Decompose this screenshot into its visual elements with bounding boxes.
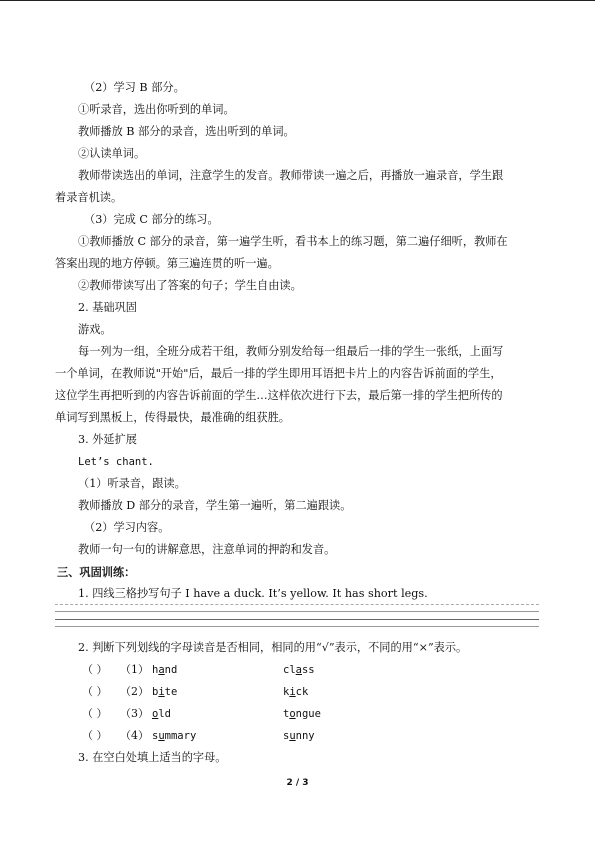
text-line: 3. 外延扩展 [78, 433, 137, 446]
text-line: 教师带读选出的单词，注意学生的发音。教师带读一遍之后，再播放一遍录音，学生跟 [78, 169, 504, 182]
text-line: ①听录音，选出你听到的单词。 [78, 103, 235, 116]
text-line: 教师播放 D 部分的录音，学生第一遍听，第二遍跟读。 [78, 499, 352, 512]
header-rule [0, 0, 595, 1]
answer-bracket[interactable]: （ ） [82, 685, 108, 698]
text-line: ②教师带读写出了答案的句子；学生自由读。 [78, 279, 302, 292]
text-line: 一个单词，在教师说"开始"后，最后一排的学生即用耳语把卡片上的内容告诉前面的学生， [55, 367, 502, 380]
writing-line [55, 611, 539, 612]
word-1: bite [152, 686, 178, 698]
text-line: （2）学习 B 部分。 [84, 81, 185, 94]
answer-bracket[interactable]: （ ） [82, 707, 108, 720]
text-line: （1）听录音，跟读。 [78, 477, 186, 490]
item-number: （1） [120, 663, 149, 676]
answer-bracket[interactable]: （ ） [82, 663, 108, 676]
text-line: 每一列为一组，全班分成若干组，教师分别发给每一组最后一排的学生一张纸，上面写 [78, 345, 504, 358]
question-3: 3. 在空白处填上适当的字母。 [78, 751, 227, 764]
text-line: Let’s chant. [78, 456, 154, 468]
text-line: 教师播放 B 部分的录音，选出听到的单词。 [78, 125, 295, 138]
text-line: ②认读单词。 [78, 147, 146, 160]
question-1: 1. 四线三格抄写句子 I have a duck. It’s yellow. It has short legs. [78, 587, 428, 600]
item-number: （4） [120, 729, 149, 742]
word-2: kick [283, 686, 309, 698]
word-2: sunny [283, 730, 315, 742]
text-line: （2）学习内容。 [84, 521, 170, 534]
text-line: 答案出现的地方停顿。第三遍连贯的听一遍。 [55, 257, 279, 270]
word-1: summary [152, 730, 197, 742]
text-line: ①教师播放 C 部分的录音，第一遍学生听，看书本上的练习题，第二遍仔细听，教师在 [78, 235, 508, 248]
section-title: 三、巩固训练： [57, 565, 136, 579]
word-2: class [283, 664, 315, 676]
word-2: tongue [283, 708, 321, 720]
text-line: 这位学生再把听到的内容告诉前面的学生…这样依次进行下去，最后第一排的学生把所传的 [55, 389, 503, 402]
item-number: （2） [120, 685, 149, 698]
item-number: （3） [120, 707, 149, 720]
word-1: old [152, 708, 171, 720]
writing-line [55, 619, 539, 620]
text-line: 着录音机读。 [55, 191, 123, 204]
word-1: hand [152, 664, 178, 676]
text-line: 2. 基础巩固 [78, 301, 137, 314]
text-line: （3）完成 C 部分的练习。 [84, 213, 219, 226]
text-line: 单词写到黑板上，传得最快，最准确的组获胜。 [55, 411, 290, 424]
writing-line [55, 604, 539, 605]
writing-line [55, 626, 539, 627]
text-line: 游戏。 [78, 323, 112, 336]
page-number: 2 / 3 [286, 778, 309, 788]
text-line: 教师一句一句的讲解意思，注意单词的押韵和发音。 [78, 543, 336, 556]
question-2: 2. 判断下列划线的字母读音是否相同，相同的用“√”表示，不同的用“×”表示。 [78, 641, 468, 654]
answer-bracket[interactable]: （ ） [82, 729, 108, 742]
